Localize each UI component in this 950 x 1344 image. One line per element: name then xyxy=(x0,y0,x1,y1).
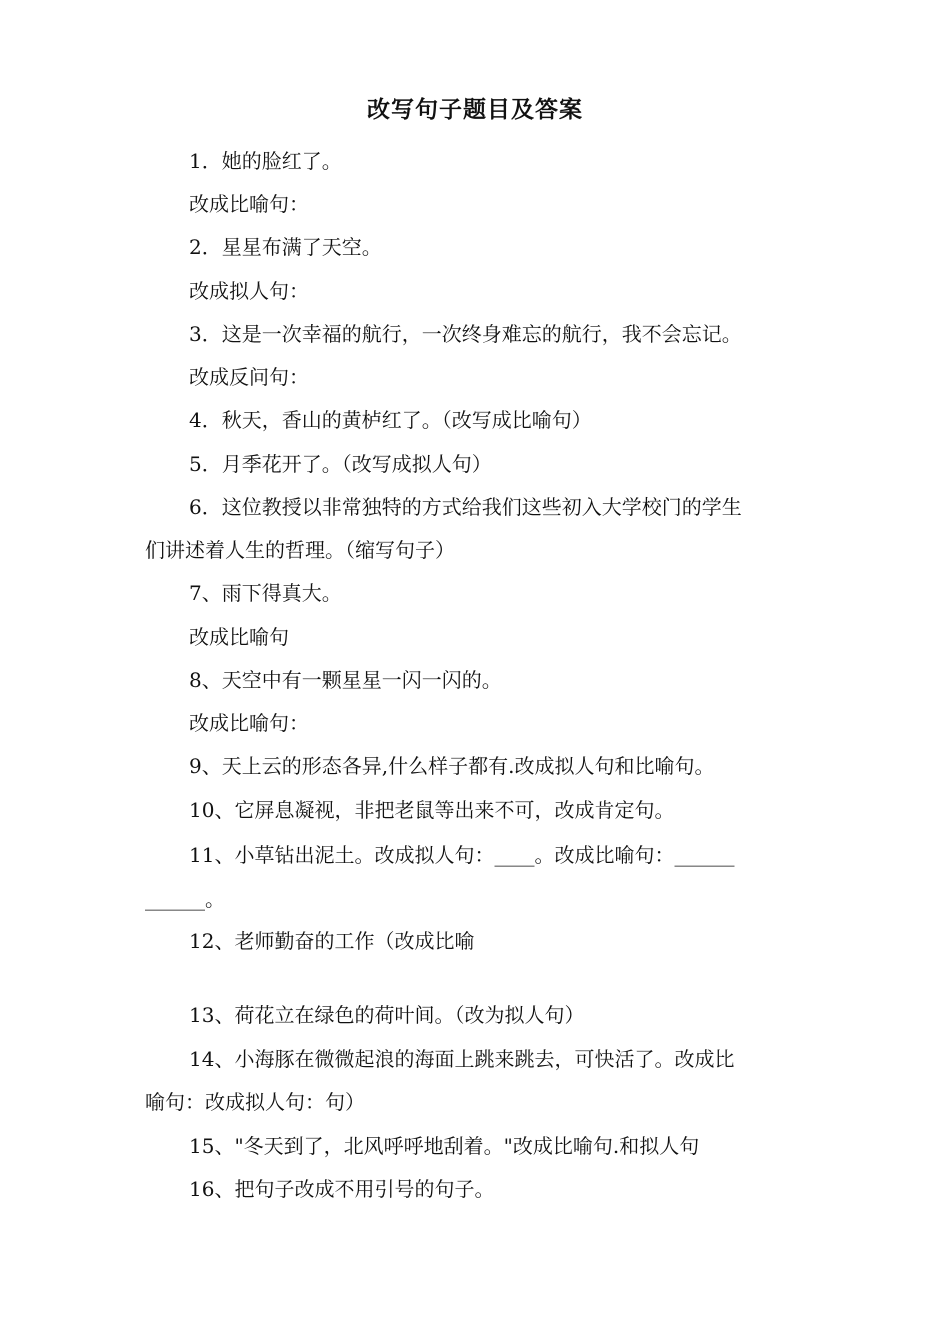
question-8: 8、天空中有一颗星星一闪一闪的。 xyxy=(189,668,502,692)
question-4: 4．秋天，香山的黄栌红了。（改写成比喻句） xyxy=(189,408,592,432)
question-10: 10、它屏息凝视，非把老鼠等出来不可，改成肯定句。 xyxy=(189,798,675,822)
question-3-instruction: 改成反问句： xyxy=(189,365,309,389)
question-12: 12、老师勤奋的工作（改成比喻 xyxy=(189,929,475,953)
page-title: 改写句子题目及答案 xyxy=(367,96,583,123)
question-2: 2．星星布满了天空。 xyxy=(189,235,382,259)
question-14-continued: 喻句：改成拟人句：句） xyxy=(145,1090,365,1114)
question-2-instruction: 改成拟人句： xyxy=(189,279,309,303)
question-13: 13、荷花立在绿色的荷叶间。（改为拟人句） xyxy=(189,1003,585,1027)
question-11-continued: ______。 xyxy=(145,887,225,911)
question-7-instruction: 改成比喻句 xyxy=(189,625,289,649)
question-8-instruction: 改成比喻句： xyxy=(189,711,309,735)
question-16: 16、把句子改成不用引号的句子。 xyxy=(189,1177,495,1201)
question-15: 15、"冬天到了，北风呼呼地刮着。"改成比喻句.和拟人句 xyxy=(189,1134,700,1158)
question-1: 1．她的脸红了。 xyxy=(189,149,342,173)
question-14: 14、小海豚在微微起浪的海面上跳来跳去，可快活了。改成比 xyxy=(189,1047,735,1071)
question-9: 9、天上云的形态各异,什么样子都有.改成拟人句和比喻句。 xyxy=(189,754,715,778)
question-3: 3．这是一次幸福的航行，一次终身难忘的航行，我不会忘记。 xyxy=(189,322,742,346)
question-5: 5．月季花开了。（改写成拟人句） xyxy=(189,452,492,476)
question-11: 11、小草钻出泥土。改成拟人句：____。改成比喻句：______ xyxy=(189,843,735,867)
question-7: 7、雨下得真大。 xyxy=(189,581,342,605)
question-1-instruction: 改成比喻句： xyxy=(189,192,309,216)
question-6-continued: 们讲述着人生的哲理。（缩写句子） xyxy=(145,538,455,562)
question-6: 6．这位教授以非常独特的方式给我们这些初入大学校门的学生 xyxy=(189,495,742,519)
